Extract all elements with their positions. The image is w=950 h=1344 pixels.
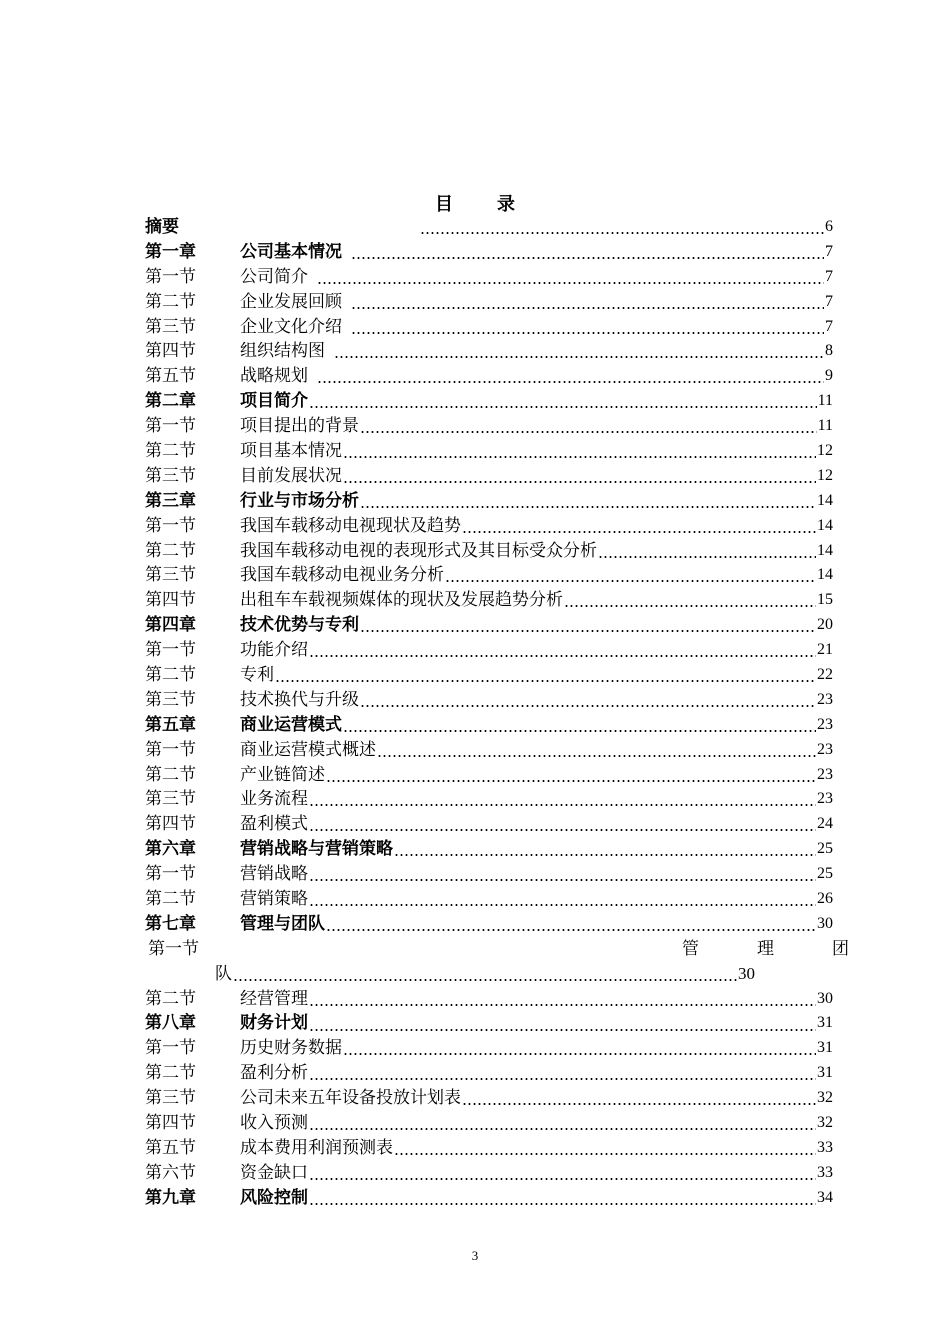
toc-entry-page: 14 xyxy=(817,516,833,534)
dot-leader xyxy=(394,1136,816,1161)
toc-entry-page: 33 xyxy=(817,1163,833,1181)
toc-entry-label: 第二节 xyxy=(145,889,196,909)
dot-leader xyxy=(326,763,816,788)
dot-leader xyxy=(360,489,816,514)
toc-entry-label: 第一章 xyxy=(145,241,196,261)
toc-entry-label: 第二节 xyxy=(145,988,196,1008)
dot-leader xyxy=(309,638,816,663)
dot-leader xyxy=(309,389,817,414)
toc-entry[interactable] xyxy=(145,464,833,489)
dot-leader xyxy=(351,240,824,265)
toc-entry-page: 14 xyxy=(817,541,833,559)
toc-entry-label: 第五章 xyxy=(145,714,196,734)
toc-entry-label: 第五节 xyxy=(145,1137,196,1157)
toc-entry-title: 我国车载移动电视现状及趋势 xyxy=(240,515,461,535)
toc-entry-page: 7 xyxy=(825,317,833,335)
toc-entry-title-tail: 队 xyxy=(215,963,232,983)
toc-entry[interactable] xyxy=(145,414,833,439)
toc-entry-title: 公司简介 xyxy=(240,266,308,286)
toc-entry-page: 23 xyxy=(817,790,833,808)
toc-entry-page: 23 xyxy=(817,740,833,758)
toc-entry-title: 行业与市场分析 xyxy=(240,490,359,510)
toc-entry-title: 项目提出的背景 xyxy=(240,416,359,436)
toc-entry-page: 7 xyxy=(825,242,833,260)
toc-entry[interactable] xyxy=(145,1161,833,1186)
toc-entry-page: 15 xyxy=(817,591,833,609)
toc-entry-page: 26 xyxy=(817,890,833,908)
dot-leader xyxy=(334,339,824,364)
dot-leader xyxy=(360,414,817,439)
toc-entry-label: 第二节 xyxy=(145,441,196,460)
dot-leader xyxy=(309,1061,816,1086)
toc-entry-title: 营销策略 xyxy=(240,889,308,909)
dot-leader xyxy=(351,290,824,315)
dot-leader xyxy=(445,563,816,588)
toc-entry-page: 23 xyxy=(817,715,833,733)
dot-leader xyxy=(309,1111,816,1136)
table-of-contents xyxy=(145,215,849,1211)
toc-entry[interactable] xyxy=(145,663,833,688)
toc-entry-title: 业务流程 xyxy=(240,789,308,809)
toc-entry-split-line1[interactable] xyxy=(145,937,849,962)
toc-entry-title: 技术换代与升级 xyxy=(240,689,359,709)
toc-entry[interactable] xyxy=(145,987,833,1012)
toc-entry-split-line2[interactable] xyxy=(145,962,755,987)
toc-entry-label: 第四节 xyxy=(145,1113,196,1133)
dot-leader xyxy=(309,1186,816,1211)
toc-entry-page: 33 xyxy=(817,1138,833,1156)
toc-entry-title-char: 理 xyxy=(757,938,774,958)
toc-entry[interactable] xyxy=(145,290,833,315)
toc-entry-label: 第一节 xyxy=(145,640,196,660)
toc-entry-page: 22 xyxy=(817,666,833,684)
toc-entry-page: 7 xyxy=(825,267,833,285)
toc-entry-label: 第一节 xyxy=(145,1038,196,1058)
toc-entry[interactable] xyxy=(145,638,833,663)
toc-entry[interactable] xyxy=(145,389,833,414)
dot-leader xyxy=(343,439,816,464)
toc-entry[interactable] xyxy=(145,812,833,837)
toc-entry-label: 第二节 xyxy=(145,1063,196,1083)
toc-entry-title: 目前发展状况 xyxy=(240,465,342,485)
toc-entry-page: 7 xyxy=(825,292,833,310)
dot-leader xyxy=(309,812,816,837)
dot-leader xyxy=(462,514,816,539)
toc-entry-title: 历史财务数据 xyxy=(240,1038,342,1058)
dot-leader xyxy=(275,663,816,688)
toc-entry-title: 财务计划 xyxy=(240,1013,308,1033)
dot-leader xyxy=(317,364,824,389)
toc-entry-label: 第四节 xyxy=(145,814,196,834)
toc-entry-title: 成本费用利润预测表 xyxy=(240,1137,393,1157)
toc-entry-title: 组织结构图 xyxy=(240,341,325,361)
toc-entry-title: 商业运营模式概述 xyxy=(240,739,376,759)
toc-entry-title: 营销战略与营销策略 xyxy=(240,839,393,859)
toc-entry[interactable] xyxy=(145,514,833,539)
toc-heading xyxy=(0,190,950,216)
toc-entry[interactable] xyxy=(145,688,833,713)
toc-entry-page: 9 xyxy=(825,367,833,385)
toc-entry-page: 31 xyxy=(817,1064,833,1082)
toc-entry-label: 第一节 xyxy=(145,864,196,884)
toc-entry-page: 24 xyxy=(817,815,833,833)
dot-leader xyxy=(326,912,816,937)
toc-entry-title: 企业发展回顾 xyxy=(240,291,342,311)
toc-entry-label: 第五节 xyxy=(145,366,196,386)
toc-entry-title: 企业文化介绍 xyxy=(240,316,342,336)
toc-entry[interactable] xyxy=(145,763,833,788)
toc-entry-label: 第六节 xyxy=(145,1162,196,1182)
dot-leader xyxy=(317,265,824,290)
toc-entry-page: 21 xyxy=(817,641,833,659)
toc-entry-title: 管理与团队 xyxy=(240,913,325,933)
toc-entry-label: 第三节 xyxy=(145,789,196,809)
toc-entry-page: 31 xyxy=(817,1014,833,1032)
toc-entry-label: 第一节 xyxy=(145,739,196,759)
toc-entry[interactable] xyxy=(145,364,833,389)
toc-entry[interactable] xyxy=(145,1111,833,1136)
dot-leader xyxy=(420,215,824,240)
toc-entry-label: 第二节 xyxy=(145,764,196,784)
toc-entry-page: 23 xyxy=(817,765,833,783)
toc-entry-title: 经营管理 xyxy=(240,988,308,1008)
toc-entry-label: 第二节 xyxy=(145,665,196,685)
toc-entry-title: 我国车载移动电视业务分析 xyxy=(240,565,444,585)
toc-entry-title: 产业链简述 xyxy=(240,764,325,784)
toc-entry-page: 12 xyxy=(817,466,833,484)
toc-entry-label: 第四节 xyxy=(145,341,196,361)
toc-entry-title: 出租车车载视频媒体的现状及发展趋势分析 xyxy=(240,590,563,610)
toc-entry-label: 第三节 xyxy=(145,1088,196,1108)
toc-entry-page: 30 xyxy=(817,989,833,1007)
toc-entry[interactable] xyxy=(145,265,833,290)
toc-entry[interactable] xyxy=(145,837,833,862)
dot-leader xyxy=(343,464,816,489)
toc-entry[interactable] xyxy=(145,1136,833,1161)
dot-leader xyxy=(360,688,816,713)
toc-entry[interactable] xyxy=(145,439,833,464)
toc-entry[interactable] xyxy=(145,539,833,564)
toc-entry-label: 第一节 xyxy=(148,938,199,958)
toc-entry[interactable] xyxy=(145,862,833,887)
toc-entry-page: 20 xyxy=(817,616,833,634)
toc-entry-label: 第四章 xyxy=(145,615,196,635)
toc-entry[interactable] xyxy=(145,912,833,937)
toc-entry-title: 项目基本情况 xyxy=(240,441,342,460)
dot-leader xyxy=(564,588,816,613)
page-number: 3 xyxy=(471,1248,479,1263)
toc-entry-page: 30 xyxy=(817,914,833,932)
toc-heading-char: 录 xyxy=(497,194,515,214)
toc-entry-title: 我国车载移动电视的表现形式及其目标受众分析 xyxy=(240,540,597,560)
toc-entry-page: 31 xyxy=(817,1039,833,1057)
toc-entry-label: 第一节 xyxy=(145,515,196,535)
dot-leader xyxy=(394,837,816,862)
toc-entry-page: 34 xyxy=(817,1188,833,1206)
toc-entry-label: 第八章 xyxy=(145,1013,196,1033)
toc-entry-page: 11 xyxy=(817,392,833,410)
toc-entry[interactable] xyxy=(145,563,833,588)
dot-leader xyxy=(598,539,816,564)
dot-leader xyxy=(360,613,816,638)
toc-entry-label: 第九章 xyxy=(145,1187,196,1207)
toc-entry-title: 专利 xyxy=(240,665,274,685)
toc-entry[interactable] xyxy=(145,215,833,240)
toc-entry-label: 第三节 xyxy=(145,316,196,336)
dot-leader xyxy=(309,887,816,912)
toc-entry-title: 项目简介 xyxy=(240,391,308,411)
toc-heading-char: 目 xyxy=(435,194,453,214)
dot-leader xyxy=(309,862,816,887)
toc-entry[interactable] xyxy=(145,588,833,613)
toc-entry-title: 商业运营模式 xyxy=(240,714,342,734)
toc-entry-label: 第三章 xyxy=(145,490,196,510)
toc-entry[interactable] xyxy=(145,1186,833,1211)
toc-entry-page: 14 xyxy=(817,566,833,584)
toc-entry[interactable] xyxy=(145,1036,833,1061)
toc-entry-label: 第三节 xyxy=(145,689,196,709)
toc-entry-title: 风险控制 xyxy=(240,1187,308,1207)
toc-entry-label: 摘要 xyxy=(145,216,179,236)
dot-leader xyxy=(462,1086,816,1111)
dot-leader xyxy=(309,1012,816,1037)
toc-entry-title: 战略规划 xyxy=(240,366,308,386)
toc-entry-page: 32 xyxy=(817,1089,833,1107)
toc-entry-title: 盈利模式 xyxy=(240,814,308,834)
toc-entry-page: 25 xyxy=(817,840,833,858)
toc-entry-label: 第三节 xyxy=(145,465,196,485)
toc-entry-title: 公司未来五年设备投放计划表 xyxy=(240,1088,461,1108)
toc-entry-page: 30 xyxy=(738,963,755,983)
toc-entry[interactable] xyxy=(145,315,833,340)
toc-entry[interactable] xyxy=(145,240,833,265)
toc-entry[interactable] xyxy=(145,339,833,364)
toc-entry[interactable] xyxy=(145,613,833,638)
toc-entry-page: 14 xyxy=(817,491,833,509)
toc-entry-title: 资金缺口 xyxy=(240,1162,308,1182)
toc-entry-page: 32 xyxy=(817,1114,833,1132)
toc-entry-label: 第二章 xyxy=(145,391,196,411)
dot-leader xyxy=(309,987,816,1012)
toc-entry-page: 11 xyxy=(817,417,833,435)
toc-entry-label: 第一节 xyxy=(145,266,196,286)
toc-entry-title: 功能介绍 xyxy=(240,640,308,660)
toc-entry[interactable] xyxy=(145,489,833,514)
toc-entry[interactable] xyxy=(145,887,833,912)
toc-entry-page: 23 xyxy=(817,690,833,708)
toc-entry-label: 第四节 xyxy=(145,590,196,610)
toc-entry[interactable] xyxy=(145,1012,833,1037)
toc-entry-label: 第二节 xyxy=(145,540,196,560)
toc-entry-page: 6 xyxy=(825,217,833,235)
dot-leader xyxy=(233,962,737,987)
dot-leader xyxy=(309,1161,816,1186)
dot-leader xyxy=(309,787,816,812)
toc-entry-title: 公司基本情况 xyxy=(240,241,342,261)
toc-entry-title: 收入预测 xyxy=(240,1113,308,1133)
toc-entry-title-char: 管 xyxy=(682,938,699,958)
toc-entry-label: 第六章 xyxy=(145,839,196,859)
toc-entry[interactable] xyxy=(145,1061,833,1086)
dot-leader xyxy=(343,1036,816,1061)
dot-leader xyxy=(343,713,816,738)
toc-entry[interactable] xyxy=(145,738,833,763)
toc-entry[interactable] xyxy=(145,1086,833,1111)
toc-entry-label: 第二节 xyxy=(145,291,196,311)
toc-entry-label: 第一节 xyxy=(145,416,196,436)
toc-entry-title: 盈利分析 xyxy=(240,1063,308,1083)
toc-entry-page: 8 xyxy=(825,342,833,360)
dot-leader xyxy=(377,738,816,763)
toc-entry[interactable] xyxy=(145,787,833,812)
toc-entry-label: 第三节 xyxy=(145,565,196,585)
toc-entry-title: 技术优势与专利 xyxy=(240,615,359,635)
toc-entry-label: 第七章 xyxy=(145,913,196,933)
toc-entry-title-char: 团 xyxy=(832,938,849,958)
toc-entry-page: 25 xyxy=(817,865,833,883)
dot-leader xyxy=(351,315,824,340)
toc-entry[interactable] xyxy=(145,713,833,738)
toc-entry-title: 营销战略 xyxy=(240,864,308,884)
toc-entry-page: 12 xyxy=(817,442,833,459)
